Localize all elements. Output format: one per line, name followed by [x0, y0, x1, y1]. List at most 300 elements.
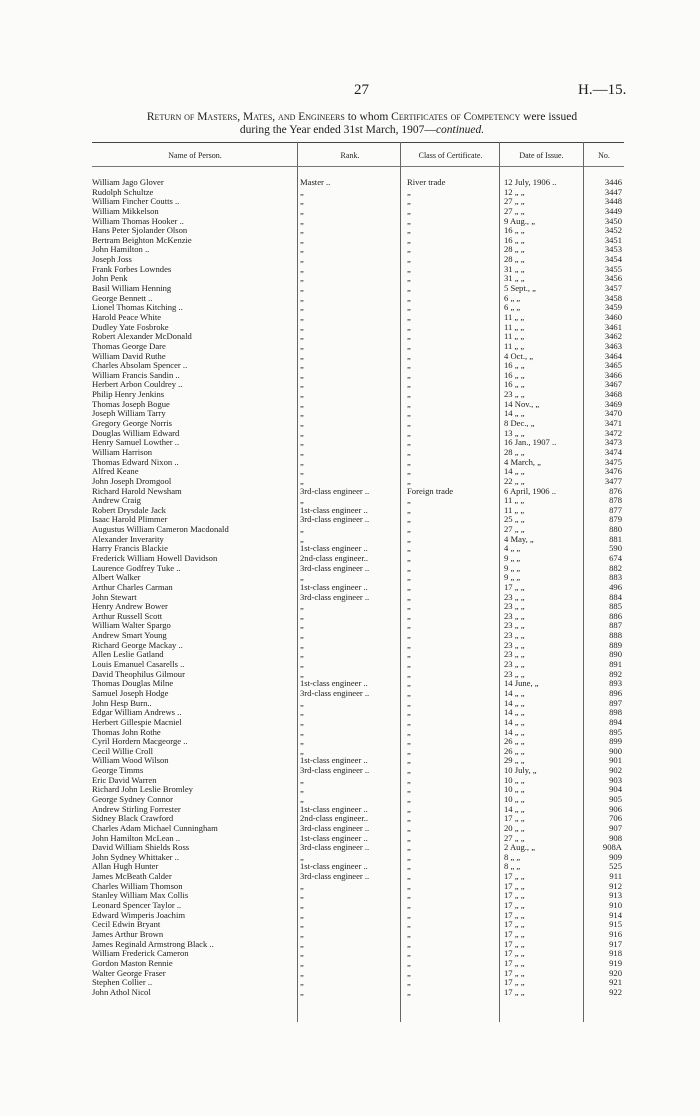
certificate-number: 3466 — [604, 369, 622, 380]
certificate-number: 913 — [609, 890, 622, 901]
certificate-class: „ — [407, 948, 411, 959]
certificate-number: 912 — [609, 880, 622, 891]
date-of-issue: 14 „ „ — [504, 466, 525, 477]
date-of-issue: 23 „ „ — [504, 659, 525, 670]
date-of-issue: 23 „ „ — [504, 668, 525, 679]
certificate-number: 3477 — [604, 475, 622, 486]
certificate-class: Foreign trade — [407, 485, 454, 496]
rank: „ — [300, 446, 304, 457]
certificate-class: „ — [407, 678, 411, 689]
rank: „ — [300, 418, 304, 429]
certificate-number: 891 — [609, 659, 622, 670]
date-of-issue: 14 „ „ — [504, 726, 525, 737]
certificate-class: „ — [407, 687, 411, 698]
person-name: Henry Samuel Lowther .. — [92, 437, 180, 448]
certificate-class: „ — [407, 350, 411, 361]
rank: Master .. — [300, 177, 331, 187]
certificate-class: „ — [407, 331, 411, 342]
person-name: Andrew Stirling Forrester — [92, 803, 181, 814]
person-name: Thomas Edward Nixon .. — [92, 456, 179, 467]
column-header-rank: Rank. — [340, 151, 360, 160]
page-number: 27 — [354, 82, 369, 98]
date-of-issue: 8 Dec., „ — [504, 418, 535, 429]
certificate-class: „ — [407, 726, 411, 737]
person-name: David Theophilus Gilmour — [92, 668, 185, 679]
certificate-number: 3461 — [604, 321, 622, 332]
rank: „ — [300, 456, 304, 467]
certificate-number: 910 — [609, 900, 622, 911]
person-name: Harry Francis Blackie — [92, 543, 168, 554]
person-name: Andrew Smart Young — [92, 630, 167, 641]
rank: „ — [300, 398, 304, 409]
certificate-number: 3460 — [604, 311, 622, 322]
rank: 1st-class engineer .. — [300, 543, 368, 554]
rank: „ — [300, 495, 304, 506]
certificate-class: „ — [407, 659, 411, 670]
certificate-number: 3453 — [604, 244, 622, 255]
rank: „ — [300, 880, 304, 891]
rank: „ — [300, 205, 304, 216]
person-name: William David Ruthe — [92, 350, 166, 361]
person-name: Robert Drysdale Jack — [92, 504, 166, 515]
certificate-class: „ — [407, 668, 411, 679]
certificate-number: 880 — [609, 524, 622, 535]
certificate-number: 915 — [609, 919, 622, 930]
date-of-issue: 9 „ „ — [504, 552, 521, 563]
certificate-number: 886 — [609, 610, 622, 621]
certificate-class: „ — [407, 562, 411, 573]
person-name: William Harrison — [92, 446, 153, 457]
certificate-class: „ — [407, 794, 411, 804]
certificate-class: „ — [407, 283, 411, 294]
date-of-issue: 4 May, „ — [504, 533, 534, 544]
date-of-issue: 12 July, 1906 .. — [504, 177, 557, 187]
rank: „ — [300, 186, 304, 197]
title-line2-part2: continued. — [435, 123, 485, 136]
person-name: John Athol Nicol — [92, 986, 151, 997]
certificate-number: 3474 — [604, 446, 622, 457]
rank: „ — [300, 736, 304, 747]
title-line1-part3: Certificates of Competency — [391, 111, 521, 123]
person-name: Richard Harold Newsham — [92, 485, 182, 496]
rank: „ — [300, 948, 304, 959]
person-name: William Jago Glover — [92, 177, 164, 187]
certificate-number: 902 — [609, 765, 622, 776]
date-of-issue: 17 „ „ — [504, 948, 525, 959]
person-name: Edward Wimperis Joachim — [92, 909, 186, 920]
date-of-issue: 4 Oct., „ — [504, 350, 534, 361]
certificate-class: „ — [407, 215, 411, 226]
certificate-number: 3475 — [604, 456, 622, 467]
certificate-class: „ — [407, 610, 411, 621]
certificate-number: 918 — [609, 948, 622, 959]
table-header-rule — [92, 166, 624, 167]
rank: „ — [300, 225, 304, 236]
person-name: Cyril Hordern Macgeorge .. — [92, 736, 188, 747]
person-name: Douglas William Edward — [92, 427, 180, 438]
certificate-class: „ — [407, 408, 411, 419]
certificate-number: 674 — [609, 552, 622, 563]
certificate-number: 895 — [609, 726, 622, 737]
certificate-number: 3459 — [604, 302, 622, 313]
person-name: Gordon Maston Rennie — [92, 957, 173, 968]
certificate-class: „ — [407, 418, 411, 429]
rank: „ — [300, 533, 304, 544]
person-name: Stephen Collier .. — [92, 977, 153, 988]
certificate-class: „ — [407, 263, 411, 274]
person-name: John Hamilton McLean .. — [92, 832, 181, 843]
date-of-issue: 20 „ „ — [504, 822, 525, 833]
person-name: James McBeath Calder — [92, 871, 172, 882]
certificate-number: 3457 — [604, 283, 622, 294]
rank: „ — [300, 851, 304, 862]
certificate-number: 916 — [609, 928, 622, 939]
date-of-issue: 23 „ „ — [504, 649, 525, 660]
rank: „ — [300, 273, 304, 284]
date-of-issue: 9 „ „ — [504, 572, 521, 583]
rank: „ — [300, 659, 304, 670]
rank: „ — [300, 967, 304, 978]
rank: „ — [300, 475, 304, 486]
certificate-class: „ — [407, 986, 411, 997]
rank: „ — [300, 610, 304, 621]
person-name: Frederick William Howell Davidson — [92, 552, 218, 563]
certificate-number: 905 — [609, 794, 622, 804]
rank: „ — [300, 244, 304, 255]
date-of-issue: 23 „ „ — [504, 639, 525, 650]
rank: „ — [300, 890, 304, 901]
rank: 1st-class engineer .. — [300, 803, 368, 814]
date-of-issue: 14 „ „ — [504, 408, 525, 419]
date-of-issue: 11 „ „ — [504, 495, 525, 506]
certificate-class: „ — [407, 446, 411, 457]
person-name: William Frederick Cameron — [92, 948, 189, 959]
certificate-number: 3449 — [604, 205, 622, 216]
certificate-class: „ — [407, 630, 411, 641]
date-of-issue: 27 „ „ — [504, 524, 525, 535]
date-of-issue: 10 „ „ — [504, 784, 525, 795]
certificate-number: 890 — [609, 649, 622, 660]
title-line1-part4: were issued — [520, 111, 578, 123]
certificate-class: „ — [407, 369, 411, 380]
certificate-class: „ — [407, 880, 411, 891]
certificate-number: 901 — [609, 755, 622, 766]
rank: 3rd-class engineer .. — [300, 765, 370, 776]
date-of-issue: 4 „ „ — [504, 543, 521, 554]
person-name: William Thomas Hooker .. — [92, 215, 184, 226]
person-name: Edgar William Andrews .. — [92, 707, 182, 718]
date-of-issue: 17 „ „ — [504, 890, 525, 901]
person-name: Herbert Gillespie Macniel — [92, 716, 182, 727]
rank: 1st-class engineer .. — [300, 861, 368, 872]
certificate-class: „ — [407, 957, 411, 968]
rank: „ — [300, 340, 304, 351]
certificate-number: 908A — [602, 842, 622, 853]
date-of-issue: 13 „ „ — [504, 427, 525, 438]
certificate-class: „ — [407, 639, 411, 650]
rank: 3rd-class engineer .. — [300, 842, 370, 853]
date-of-issue: 17 „ „ — [504, 986, 525, 997]
rank: „ — [300, 707, 304, 718]
date-of-issue: 27 „ „ — [504, 205, 525, 216]
certificate-number: 496 — [609, 581, 622, 592]
rank: „ — [300, 745, 304, 756]
certificate-class: „ — [407, 813, 411, 824]
certificate-class: „ — [407, 186, 411, 197]
certificate-class: „ — [407, 707, 411, 718]
date-of-issue: 12 „ „ — [504, 186, 525, 197]
certificate-number: 908 — [609, 832, 622, 843]
rank: „ — [300, 639, 304, 650]
certificate-number: 590 — [609, 543, 622, 554]
certificate-number: 920 — [609, 967, 622, 978]
certificate-number: 904 — [609, 784, 622, 795]
date-of-issue: 23 „ „ — [504, 630, 525, 641]
certificate-number: 3451 — [604, 234, 622, 245]
date-of-issue: 27 „ „ — [504, 832, 525, 843]
date-of-issue: 8 „ „ — [504, 861, 521, 872]
rank: „ — [300, 726, 304, 737]
certificate-class: „ — [407, 543, 411, 554]
certificate-class: River trade — [407, 177, 446, 187]
certificate-number: 882 — [609, 562, 622, 573]
rank: „ — [300, 283, 304, 294]
certificate-number: 909 — [609, 851, 622, 862]
certificate-class: „ — [407, 591, 411, 602]
person-name: Joseph Joss — [92, 254, 132, 265]
certificate-number: 877 — [609, 504, 622, 515]
person-name: Joseph William Tarry — [92, 408, 166, 419]
certificate-class: „ — [407, 340, 411, 351]
document-reference: H.—15. — [578, 82, 627, 98]
person-name: Hans Peter Sjolander Olson — [92, 225, 188, 236]
date-of-issue: 31 „ „ — [504, 273, 525, 284]
certificate-class: „ — [407, 842, 411, 853]
rank: „ — [300, 977, 304, 988]
certificate-number: 3476 — [604, 466, 622, 477]
person-name: Harold Peace White — [92, 311, 162, 322]
rank: „ — [300, 437, 304, 448]
person-name: Basil William Henning — [92, 283, 172, 294]
rank: „ — [300, 360, 304, 371]
date-of-issue: 6 „ „ — [504, 292, 521, 303]
certificate-number: 894 — [609, 716, 622, 727]
rank: 1st-class engineer .. — [300, 504, 368, 515]
date-of-issue: 10 „ „ — [504, 774, 525, 785]
date-of-issue: 25 „ „ — [504, 514, 525, 525]
person-name: Augustus William Cameron Macdonald — [92, 524, 229, 535]
rank: „ — [300, 572, 304, 583]
date-of-issue: 11 „ „ — [504, 321, 525, 332]
certificate-class: „ — [407, 360, 411, 371]
rank: 3rd-class engineer .. — [300, 871, 370, 882]
person-name: Charles Absolam Spencer .. — [92, 360, 188, 371]
certificate-number: 3462 — [604, 331, 622, 342]
column-header-date: Date of Issue. — [519, 151, 564, 160]
certificate-class: „ — [407, 909, 411, 920]
title-line1-part2: to whom — [344, 111, 392, 123]
rank: „ — [300, 909, 304, 920]
person-name: William Mikkelson — [92, 205, 159, 216]
certificate-class: „ — [407, 196, 411, 207]
date-of-issue: 23 „ „ — [504, 601, 525, 612]
rank: „ — [300, 196, 304, 207]
certificate-class: „ — [407, 900, 411, 911]
certificate-number: 889 — [609, 639, 622, 650]
rank: „ — [300, 784, 304, 795]
certificate-class: „ — [407, 456, 411, 467]
certificate-class: „ — [407, 254, 411, 265]
person-name: George Bennett .. — [92, 292, 153, 303]
rank: 3rd-class engineer .. — [300, 485, 370, 496]
person-name: William Fincher Coutts .. — [92, 196, 180, 207]
rank: „ — [300, 350, 304, 361]
date-of-issue: 26 „ „ — [504, 736, 525, 747]
certificate-number: 921 — [609, 977, 622, 988]
person-name: Dudley Yate Fosbroke — [92, 321, 169, 332]
rank: „ — [300, 668, 304, 679]
certificate-class: „ — [407, 581, 411, 592]
certificate-class: „ — [407, 495, 411, 506]
certificate-number: 899 — [609, 736, 622, 747]
certificate-number: 525 — [609, 861, 622, 872]
certificate-class: „ — [407, 427, 411, 438]
date-of-issue: 16 „ „ — [504, 360, 525, 371]
person-name: Thomas Douglas Milne — [92, 678, 174, 689]
certificate-number: 903 — [609, 774, 622, 785]
person-name: Walter George Fraser — [92, 967, 166, 978]
certificate-number: 879 — [609, 514, 622, 525]
date-of-issue: 17 „ „ — [504, 813, 525, 824]
person-name: Leonard Spencer Taylor .. — [92, 900, 182, 911]
certificate-number: 876 — [609, 485, 622, 496]
person-name: Thomas John Rothe — [92, 726, 161, 737]
date-of-issue: 17 „ „ — [504, 957, 525, 968]
date-of-issue: 16 „ „ — [504, 379, 525, 390]
person-name: Lionel Thomas Kitching .. — [92, 302, 183, 313]
person-name: Stanley William Max Collis — [92, 890, 189, 901]
date-of-issue: 16 „ „ — [504, 225, 525, 236]
date-of-issue: 4 March, „ — [504, 456, 541, 467]
certificate-number: 878 — [609, 495, 622, 506]
rank: „ — [300, 466, 304, 477]
rank: 3rd-class engineer .. — [300, 687, 370, 698]
date-of-issue: 23 „ „ — [504, 389, 525, 400]
date-of-issue: 10 July, „ — [504, 765, 537, 776]
person-name: Herbert Arbon Couldrey .. — [92, 379, 183, 390]
table-body — [0, 178, 700, 997]
rank: 1st-class engineer .. — [300, 678, 368, 689]
date-of-issue: 17 „ „ — [504, 919, 525, 930]
table-top-rule — [92, 142, 624, 143]
date-of-issue: 17 „ „ — [504, 909, 525, 920]
person-name: Alfred Keane — [92, 466, 139, 477]
certificate-class: „ — [407, 234, 411, 245]
certificate-number: 917 — [609, 938, 622, 949]
rank: 3rd-class engineer .. — [300, 591, 370, 602]
column-header-name: Name of Person. — [168, 151, 222, 160]
certificate-number: 3448 — [604, 196, 622, 207]
person-name: Gregory George Norris — [92, 418, 173, 429]
certificate-class: „ — [407, 890, 411, 901]
date-of-issue: 8 „ „ — [504, 851, 521, 862]
certificate-number: 3454 — [604, 254, 622, 265]
certificate-number: 3471 — [604, 418, 622, 429]
date-of-issue: 17 „ „ — [504, 581, 525, 592]
certificate-class: „ — [407, 302, 411, 313]
person-name: James Arthur Brown — [92, 928, 164, 939]
date-of-issue: 10 „ „ — [504, 794, 525, 804]
rank: „ — [300, 794, 304, 804]
certificate-class: „ — [407, 871, 411, 882]
date-of-issue: 14 Nov., „ — [504, 398, 540, 409]
date-of-issue: 14 „ „ — [504, 707, 525, 718]
date-of-issue: 9 „ „ — [504, 562, 521, 573]
certificate-class: „ — [407, 572, 411, 583]
person-name: John Hesp Burn.. — [92, 697, 152, 708]
certificate-class: „ — [407, 736, 411, 747]
date-of-issue: 14 „ „ — [504, 687, 525, 698]
rank: „ — [300, 389, 304, 400]
rank: „ — [300, 986, 304, 997]
person-name: Charles Adam Michael Cunningham — [92, 822, 218, 833]
certificate-number: 919 — [609, 957, 622, 968]
rank: „ — [300, 716, 304, 727]
person-name: William Francis Sandin .. — [92, 369, 180, 380]
certificate-class: „ — [407, 437, 411, 448]
certificate-class: „ — [407, 755, 411, 766]
certificate-class: „ — [407, 524, 411, 535]
date-of-issue: 29 „ „ — [504, 755, 525, 766]
person-name: David William Shields Ross — [92, 842, 190, 853]
rank: „ — [300, 302, 304, 313]
date-of-issue: 22 „ „ — [504, 475, 525, 486]
date-of-issue: 28 „ „ — [504, 244, 525, 255]
certificate-number: 3470 — [604, 408, 622, 419]
person-name: James Reginald Armstrong Black .. — [92, 938, 214, 949]
person-name: Andrew Craig — [92, 495, 141, 506]
certificate-class: „ — [407, 311, 411, 322]
person-name: Thomas George Dare — [92, 340, 166, 351]
rank: „ — [300, 620, 304, 631]
certificate-class: „ — [407, 533, 411, 544]
person-name: Arthur Charles Carman — [92, 581, 173, 592]
date-of-issue: 6 „ „ — [504, 302, 521, 313]
certificate-number: 907 — [609, 822, 622, 833]
rank: „ — [300, 919, 304, 930]
certificate-class: „ — [407, 292, 411, 303]
certificate-number: 3452 — [604, 225, 622, 236]
rank: „ — [300, 630, 304, 641]
date-of-issue: 14 „ „ — [504, 803, 525, 814]
certificate-class: „ — [407, 919, 411, 930]
certificate-class: „ — [407, 601, 411, 612]
certificate-class: „ — [407, 745, 411, 756]
date-of-issue: 28 „ „ — [504, 254, 525, 265]
person-name: John Hamilton .. — [92, 244, 150, 255]
certificate-class: „ — [407, 244, 411, 255]
date-of-issue: 16 „ „ — [504, 234, 525, 245]
certificate-class: „ — [407, 475, 411, 486]
rank: 2nd-class engineer.. — [300, 813, 369, 824]
person-name: Cecil Edwin Bryant — [92, 919, 161, 930]
certificate-class: „ — [407, 928, 411, 939]
date-of-issue: 11 „ „ — [504, 504, 525, 515]
rank: „ — [300, 254, 304, 265]
title-line2-part1: during the Year ended 31st March, 1907— — [239, 123, 436, 136]
person-name: Alexander Inverarity — [92, 533, 164, 544]
rank: 3rd-class engineer .. — [300, 822, 370, 833]
